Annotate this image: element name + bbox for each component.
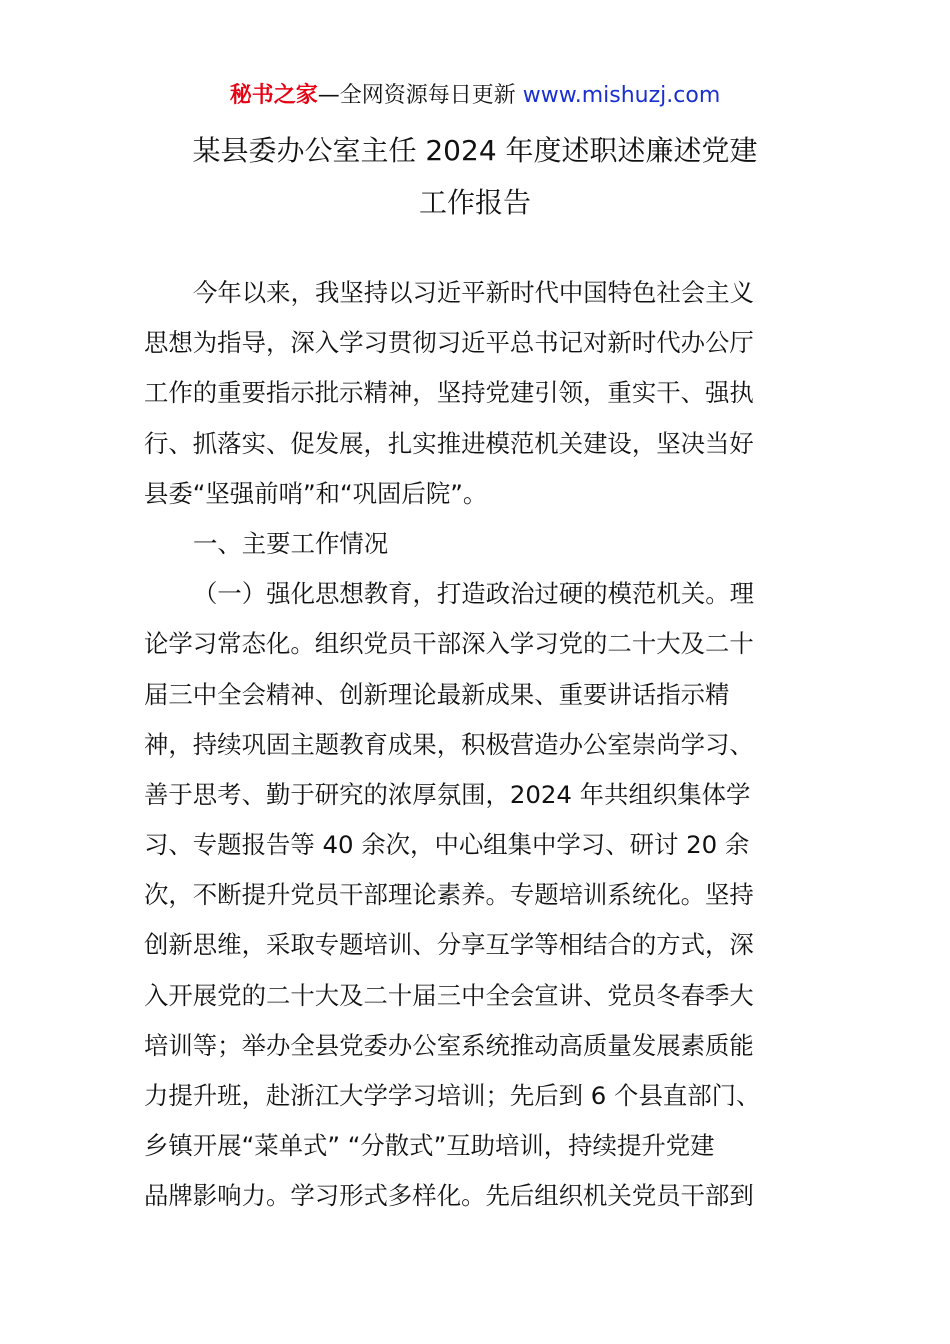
paragraph-line: 今年以来，我坚持以习近平新时代中国特色社会主义 (193, 278, 754, 307)
section-heading: 一、主要工作情况 (193, 528, 389, 558)
site-tagline: —全网资源每日更新 (317, 83, 523, 108)
document-title (100, 125, 850, 229)
site-header (0, 80, 950, 112)
paragraph-line: 乡镇开展“菜单式” “分散式”互助培训，持续提升党建 (144, 1131, 715, 1161)
paragraph-line: 品牌影响力。学习形式多样化。先后组织机关党员干部到 (144, 1181, 754, 1211)
paragraph-line: 神，持续巩固主题教育成果，积极营造办公室崇尚学习、 (144, 729, 754, 759)
paragraph-line: 习、专题报告等 40 余次，中心组集中学习、研讨 20 余 (144, 830, 750, 860)
title-line: 某县委办公室主任 2024 年度述职述廉述党建 (192, 134, 758, 167)
title-line: 工作报告 (418, 186, 531, 219)
site-url-link[interactable]: www.mishuzj.com (522, 83, 721, 108)
paragraph-line: 行、抓落实、促发展，扎实推进模范机关建设，坚决当好 (144, 428, 754, 458)
paragraph-line: 工作的重要指示批示精神，坚持党建引领，重实干、强执 (144, 378, 754, 408)
site-brand: 秘书之家 (229, 83, 318, 108)
document-body (144, 268, 808, 1222)
paragraph-line: 力提升班，赴浙江大学学习培训；先后到 6 个县直部门、 (144, 1081, 761, 1110)
paragraph-line: （一）强化思想教育，打造政治过硬的模范机关。理 (193, 579, 754, 609)
paragraph-line: 培训等；举办全县党委办公室系统推动高质量发展素质能 (144, 1030, 754, 1060)
paragraph-line: 届三中全会精神、创新理论最新成果、重要讲话指示精 (144, 679, 730, 709)
paragraph-line: 入开展党的二十大及二十届三中全会宣讲、党员冬春季大 (144, 980, 754, 1010)
paragraph-line: 善于思考、勤于研究的浓厚氛围，2024 年共组织集体学 (144, 779, 751, 809)
paragraph-line: 论学习常态化。组织党员干部深入学习党的二十大及二十 (144, 629, 754, 659)
paragraph-line: 次，不断提升党员干部理论素养。专题培训系统化。坚持 (144, 880, 754, 910)
paragraph-line: 县委“坚强前哨”和“巩固后院”。 (144, 478, 488, 508)
paragraph-line: 创新思维，采取专题培训、分享互学等相结合的方式，深 (144, 930, 754, 960)
paragraph-line: 思想为指导，深入学习贯彻习近平总书记对新时代办公厅 (144, 328, 754, 358)
